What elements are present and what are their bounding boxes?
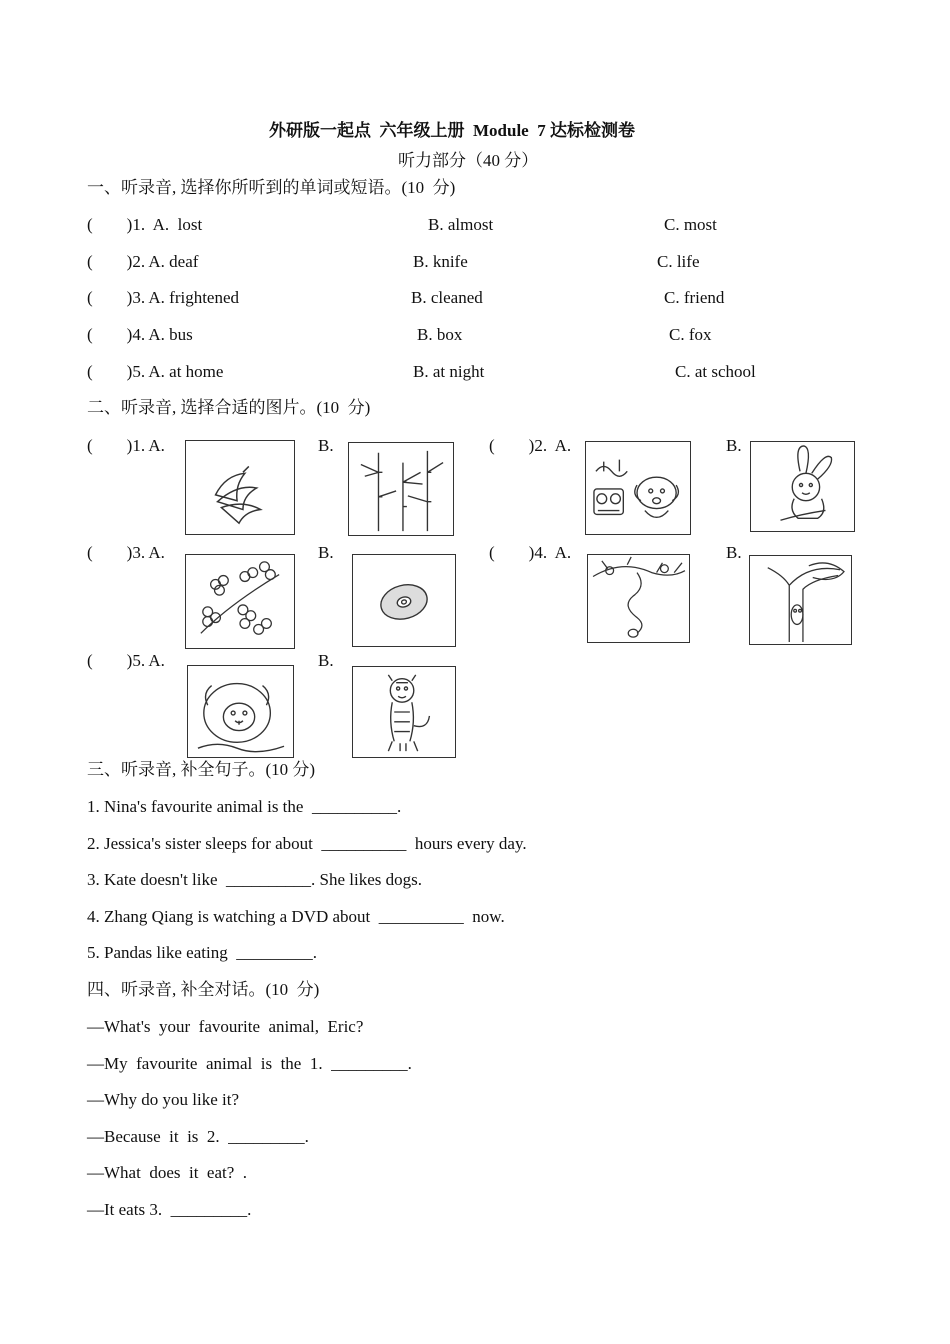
bananas-picture	[185, 440, 295, 535]
p4-line-1: —What's your favourite animal, Eric?	[87, 1017, 364, 1036]
p1-q1-c: C. most	[664, 215, 717, 234]
page-subtitle: 听力部分（40 分）	[398, 151, 539, 170]
p1-q5-b: B. at night	[413, 362, 485, 381]
p2-q5-label: ( )5. A.	[87, 651, 165, 670]
p1-q5-a: ( )5. A. at home	[87, 362, 224, 381]
p1-q3-c: C. friend	[664, 288, 725, 307]
p2-q2-label: ( )2. A.	[489, 436, 572, 455]
dog-music-picture	[585, 441, 691, 535]
cd-disc-picture	[352, 554, 456, 647]
p2-q2-b: B.	[726, 436, 742, 455]
part2-heading: 二、听录音, 选择合适的图片。(10 分)	[87, 398, 371, 417]
p2-q1-label: ( )1. A.	[87, 436, 165, 455]
p1-q5-c: C. at school	[675, 362, 756, 381]
part3-heading: 三、听录音, 补全句子。(10 分)	[87, 760, 316, 779]
p2-q3-b: B.	[318, 543, 334, 562]
p2-q1-b: B.	[318, 436, 334, 455]
p4-line-2: —My favourite animal is the 1. _________.	[87, 1054, 412, 1073]
p4-line-6: —It eats 3. _________.	[87, 1200, 252, 1219]
p1-q1-a: ( )1. A. lost	[87, 215, 203, 234]
p1-q2-c: C. life	[657, 252, 700, 271]
bamboo-picture	[348, 442, 454, 536]
part1-heading: 一、听录音, 选择你所听到的单词或短语。(10 分)	[87, 178, 456, 197]
p1-q1-b: B. almost	[428, 215, 494, 234]
p1-q4-a: ( )4. A. bus	[87, 325, 193, 344]
p1-q2-a: ( )2. A. deaf	[87, 252, 199, 271]
p3-sentence-4: 4. Zhang Qiang is watching a DVD about __________ now.	[87, 907, 505, 926]
p4-line-3: —Why do you like it?	[87, 1090, 240, 1109]
tree-animal-picture	[749, 555, 852, 645]
p2-q5-b: B.	[318, 651, 334, 670]
p3-sentence-5: 5. Pandas like eating _________.	[87, 943, 317, 962]
p1-q2-b: B. knife	[413, 252, 468, 271]
p4-line-5: —What does it eat? .	[87, 1163, 248, 1182]
p1-q4-c: C. fox	[669, 325, 712, 344]
tiger-picture	[352, 666, 456, 758]
p1-q3-b: B. cleaned	[411, 288, 483, 307]
p3-sentence-2: 2. Jessica's sister sleeps for about __________ hours every day.	[87, 834, 527, 853]
p2-q4-label: ( )4. A.	[489, 543, 572, 562]
page-title: 外研版一起点 六年级上册 Module 7 达标检测卷	[269, 121, 635, 140]
rabbit-picture	[750, 441, 855, 532]
p3-sentence-3: 3. Kate doesn't like __________. She likes dogs.	[87, 870, 423, 889]
p4-line-4: —Because it is 2. _________.	[87, 1127, 309, 1146]
part4-heading: 四、听录音, 补全对话。(10 分)	[87, 980, 320, 999]
snake-tree-picture	[587, 554, 690, 643]
p3-sentence-1: 1. Nina's favourite animal is the __________.	[87, 797, 402, 816]
p1-q4-b: B. box	[417, 325, 463, 344]
p2-q4-b: B.	[726, 543, 742, 562]
p2-q3-label: ( )3. A.	[87, 543, 165, 562]
flower-branch-picture	[185, 554, 295, 649]
lion-picture	[187, 665, 294, 758]
p1-q3-a: ( )3. A. frightened	[87, 288, 240, 307]
